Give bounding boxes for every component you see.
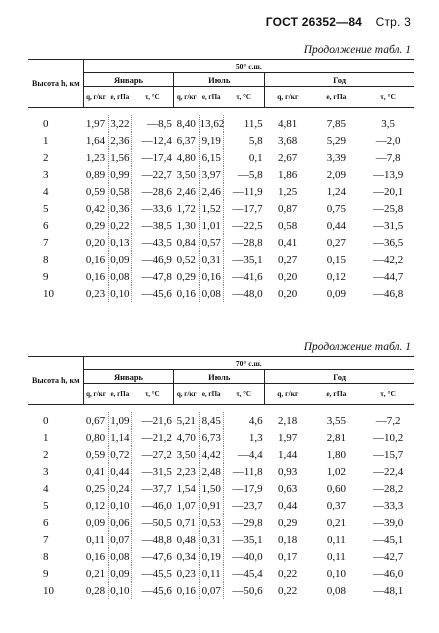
table-cell: 0,27 — [277, 253, 298, 266]
table-cell: —45,1 — [372, 533, 404, 546]
table-cell: —15,7 — [372, 448, 404, 461]
table-cell: 5 — [43, 499, 49, 512]
table-cell: 11,5 — [223, 115, 264, 132]
table-cell: 6,37 — [176, 134, 196, 147]
table-cell: 0,18 — [277, 533, 298, 546]
column-header: e, гПа — [199, 87, 223, 108]
table-cell: 6 — [43, 516, 49, 529]
column-header: e, гПа — [108, 87, 131, 108]
table-cell: 0,60 — [326, 482, 347, 495]
table-cell: —46,0 — [372, 567, 404, 580]
table-cell: —44,7 — [372, 270, 404, 283]
table-cell: —33,6 — [131, 200, 174, 217]
table-cell: 3,39 — [326, 151, 347, 164]
table-cell: 0,1 — [223, 149, 264, 166]
table-cell: 0,91 — [199, 497, 223, 514]
table-cell: —8,5 — [131, 115, 174, 132]
column-header: q, г/кг — [265, 384, 311, 405]
table-cell: —21,6 — [131, 412, 174, 429]
table-cell: 0,15 — [326, 253, 347, 266]
table-cell: 0,22 — [277, 567, 298, 580]
table-cell: 0,08 — [199, 285, 223, 302]
table-cell: 0,58 — [108, 183, 131, 200]
table-cell: 0,59 — [85, 185, 106, 198]
table-cell: —50,5 — [131, 514, 174, 531]
table-cell: 0,42 — [85, 202, 106, 215]
table-cell: 0,19 — [199, 548, 223, 565]
table-cell: 9 — [43, 270, 49, 283]
table-cell: 0,16 — [199, 268, 223, 285]
table-row — [28, 446, 414, 463]
table-cell: —43,5 — [131, 234, 174, 251]
table-caption: Продолжение табл. 1 — [303, 341, 411, 353]
table-cell: —48,8 — [131, 531, 174, 548]
column-header: τ, °C — [223, 384, 264, 405]
table-row — [28, 217, 414, 234]
table-cell: 4,81 — [277, 117, 298, 130]
table-cell: —25,8 — [372, 202, 404, 215]
table-cell: —37,7 — [131, 480, 174, 497]
column-header: q, г/кг — [265, 87, 311, 108]
table-cell: —39,0 — [372, 516, 404, 529]
table-cell: —7,2 — [375, 414, 401, 427]
table-cell: 2,46 — [176, 185, 196, 198]
table-cell: 0,11 — [326, 550, 346, 563]
table-row — [28, 531, 414, 548]
table-row — [28, 497, 414, 514]
table-row — [28, 480, 414, 497]
column-header: e, гПа — [311, 384, 363, 405]
table-cell: 7,85 — [326, 117, 347, 130]
table-cell: 0,41 — [85, 465, 106, 478]
table-cell: 6 — [43, 219, 49, 232]
table-cell: 3,50 — [176, 448, 196, 461]
table-cell: 0,09 — [85, 516, 106, 529]
table-cell: —2,0 — [375, 134, 401, 147]
table-cell: 1,52 — [199, 200, 223, 217]
table-row — [28, 268, 414, 285]
table-cell: 0,20 — [277, 270, 298, 283]
table-cell: 1,97 — [85, 117, 106, 130]
table-cell: 0,16 — [85, 253, 106, 266]
table-cell: 0,59 — [85, 448, 106, 461]
table-cell: —10,2 — [372, 431, 404, 444]
table-cell: 3 — [43, 168, 49, 181]
table-cell: —33,3 — [372, 499, 404, 512]
table-cell: —11,9 — [223, 183, 264, 200]
table-cell: 0,09 — [108, 565, 131, 582]
table-cell: 0,16 — [176, 287, 196, 300]
table-cell: 1,64 — [85, 134, 106, 147]
group-header-july: Июль — [174, 370, 265, 384]
table-cell: 7 — [43, 236, 49, 249]
table-cell: 0,10 — [108, 582, 131, 599]
table-cell: 0,11 — [199, 565, 223, 582]
table-cell: 3,68 — [277, 134, 298, 147]
table-row — [28, 285, 414, 302]
table-cell: 0,22 — [108, 217, 131, 234]
table-cell: —23,7 — [223, 497, 264, 514]
column-header: e, гПа — [199, 384, 223, 405]
table-row — [28, 514, 414, 531]
table-cell: 0,89 — [85, 168, 106, 181]
table-cell: 0,44 — [277, 499, 298, 512]
table-cell: 3,97 — [199, 166, 223, 183]
table-cell: —13,9 — [372, 168, 404, 181]
column-header: q, г/кг — [83, 384, 108, 405]
table-cell: 0,52 — [176, 253, 196, 266]
table-cell: 0,12 — [85, 499, 106, 512]
table-cell: 0,44 — [108, 463, 131, 480]
table-row — [28, 132, 414, 149]
table-cell: 1 — [43, 431, 49, 444]
table-cell: 0,41 — [277, 236, 298, 249]
table-row — [28, 429, 414, 446]
table-row — [28, 582, 414, 599]
table-cell: 0,71 — [176, 516, 196, 529]
table-cell: 0,67 — [85, 414, 106, 427]
table-cell: 0 — [43, 117, 49, 130]
altitude-header: Высота h, км — [28, 357, 83, 405]
table-cell: 9,19 — [199, 132, 223, 149]
table-row — [28, 149, 414, 166]
table-cell: 13,62 — [199, 115, 223, 132]
table-cell: 1,50 — [199, 480, 223, 497]
table-cell: —41,6 — [223, 268, 264, 285]
table-cell: —17,7 — [223, 200, 264, 217]
table-cell: —31,5 — [372, 219, 404, 232]
table-cell: 0,11 — [326, 533, 346, 546]
table-cell: —12,4 — [131, 132, 174, 149]
table-cell: 3,50 — [176, 168, 196, 181]
table-row — [28, 565, 414, 582]
table-cell: —5,8 — [223, 166, 264, 183]
table-cell: 0,07 — [199, 582, 223, 599]
column-header: e, гПа — [108, 384, 131, 405]
table-cell: 0,31 — [199, 531, 223, 548]
table-cell: 0,23 — [85, 287, 106, 300]
table-cell: 1,25 — [277, 185, 298, 198]
table-cell: 5,29 — [326, 134, 347, 147]
column-header: q, г/кг — [83, 87, 108, 108]
table-cell: 3 — [43, 465, 49, 478]
table-cell: 1,54 — [176, 482, 196, 495]
table-cell: 0,23 — [176, 567, 196, 580]
group-header-january: Январь — [83, 73, 174, 87]
table-cell: —22,4 — [372, 465, 404, 478]
table-cell: —48,0 — [223, 285, 264, 302]
table-cell: 10 — [43, 584, 54, 597]
table-cell: —21,2 — [131, 429, 174, 446]
table-cell: 0,10 — [108, 497, 131, 514]
altitude-header: Высота h, км — [28, 60, 83, 108]
table-cell: —22,7 — [131, 166, 174, 183]
table-cell: 1,02 — [326, 465, 347, 478]
table-cell: 0,58 — [277, 219, 298, 232]
table-cell: 2,67 — [277, 151, 298, 164]
table-row — [28, 115, 414, 132]
table-cell: 0,29 — [277, 516, 298, 529]
table-cell: 7 — [43, 533, 49, 546]
table-cell: 5,21 — [176, 414, 196, 427]
table-cell: 1,01 — [199, 217, 223, 234]
table-cell: —17,4 — [131, 149, 174, 166]
table-cell: —4,4 — [223, 446, 264, 463]
table-cell: 1,3 — [223, 429, 264, 446]
table-cell: 0,53 — [199, 514, 223, 531]
table-cell: 4,70 — [176, 431, 196, 444]
table-cell: —27,2 — [131, 446, 174, 463]
table-cell: 2,81 — [326, 431, 347, 444]
table-cell: 0,29 — [85, 219, 106, 232]
table-cell: 0,12 — [326, 270, 347, 283]
column-header: q, г/кг — [174, 87, 199, 108]
table-cell: 0,10 — [108, 285, 131, 302]
table-cell: —42,7 — [372, 550, 404, 563]
table-cell: 0,75 — [326, 202, 347, 215]
table-cell: 0,21 — [85, 567, 106, 580]
table-cell: 4,42 — [199, 446, 223, 463]
table-cell: 1,07 — [176, 499, 196, 512]
table-cell: 2,23 — [176, 465, 196, 478]
table-row — [28, 183, 414, 200]
table-cell: —47,8 — [131, 268, 174, 285]
table-cell: 0,31 — [199, 251, 223, 268]
table-cell: 6,15 — [199, 149, 223, 166]
table-cell: 1,80 — [326, 448, 347, 461]
table-cell: 2,48 — [199, 463, 223, 480]
table-cell: 0,34 — [176, 550, 196, 563]
table-cell: 0,36 — [108, 200, 131, 217]
table-cell: 1,14 — [108, 429, 131, 446]
table-cell: 1,09 — [108, 412, 131, 429]
table-cell: 0,37 — [326, 499, 347, 512]
page-header — [266, 15, 411, 29]
table-cell: 0,16 — [85, 550, 106, 563]
latitude-header: 50° с.ш. — [83, 60, 414, 73]
table-cell: —7,8 — [375, 151, 401, 164]
table-cell: 2,46 — [199, 183, 223, 200]
table-cell: 8,45 — [199, 412, 223, 429]
column-header: τ, °C — [131, 384, 174, 405]
table-cell: 5,8 — [223, 132, 264, 149]
table-cell: 0,08 — [108, 268, 131, 285]
table-cell: 4 — [43, 482, 49, 495]
table-cell: —45,4 — [223, 565, 264, 582]
table-cell: 0,80 — [85, 431, 106, 444]
column-header: τ, °C — [131, 87, 174, 108]
table-cell: 0,20 — [85, 236, 106, 249]
table-cell: 3,22 — [108, 115, 131, 132]
table-cell: 8,40 — [176, 117, 196, 130]
group-header-july: Июль — [174, 73, 265, 87]
header-gap — [28, 108, 414, 116]
table-cell: 0,20 — [277, 287, 298, 300]
table-cell: 2 — [43, 151, 49, 164]
table-cell: 0,24 — [108, 480, 131, 497]
table-cell: 0,07 — [108, 531, 131, 548]
table-cell: —11,8 — [223, 463, 264, 480]
table-caption: Продолжение табл. 1 — [303, 44, 411, 56]
table-cell: 8 — [43, 253, 49, 266]
table-cell: —45,6 — [131, 285, 174, 302]
table-cell: 0,44 — [326, 219, 347, 232]
table-row — [28, 548, 414, 565]
group-header-year: Год — [265, 73, 414, 87]
table-cell: —35,1 — [223, 531, 264, 548]
table-cell: 0,10 — [326, 567, 347, 580]
table-cell: 1,24 — [326, 185, 347, 198]
table-cell: 1,30 — [176, 219, 196, 232]
table-row — [28, 463, 414, 480]
group-header-year: Год — [265, 370, 414, 384]
table-cell: 1,56 — [108, 149, 131, 166]
column-header: τ, °C — [362, 384, 414, 405]
table-cell: 0,08 — [326, 584, 347, 597]
table-cell: 0,87 — [277, 202, 298, 215]
table-row — [28, 412, 414, 429]
table-cell: 0,27 — [326, 236, 347, 249]
table-row — [28, 234, 414, 251]
table-cell: 0,16 — [176, 584, 196, 597]
latitude-header: 70° с.ш. — [83, 357, 414, 370]
table-cell: 1,97 — [277, 431, 298, 444]
table-row — [28, 251, 414, 268]
table-cell: 0,57 — [199, 234, 223, 251]
table-cell: 3,55 — [326, 414, 347, 427]
table-cell: 2,18 — [277, 414, 298, 427]
table-row — [28, 200, 414, 217]
table-cell: 4,80 — [176, 151, 196, 164]
table-cell: —46,9 — [131, 251, 174, 268]
table-cell: 10 — [43, 287, 54, 300]
table-cell: 0,63 — [277, 482, 298, 495]
table-cell: 0 — [43, 414, 49, 427]
table-cell: 1,23 — [85, 151, 106, 164]
table-cell: —50,6 — [223, 582, 264, 599]
column-header: e, гПа — [311, 87, 363, 108]
table-cell: 2 — [43, 448, 49, 461]
table-cell: 6,73 — [199, 429, 223, 446]
table-cell: 0,84 — [176, 236, 196, 249]
table-cell: 0,25 — [85, 482, 106, 495]
table-cell: —20,1 — [372, 185, 404, 198]
column-header: q, г/кг — [174, 384, 199, 405]
table-cell: 0,22 — [277, 584, 298, 597]
table-cell: —46,0 — [131, 497, 174, 514]
table-cell: —45,6 — [131, 582, 174, 599]
group-header-january: Январь — [83, 370, 174, 384]
table-cell: 0,29 — [176, 270, 196, 283]
table-cell: 1 — [43, 134, 49, 147]
table-cell: —47,6 — [131, 548, 174, 565]
table-cell: —45,5 — [131, 565, 174, 582]
table-cell: —35,1 — [223, 251, 264, 268]
table-cell: —36,5 — [372, 236, 404, 249]
table-cell: 0,21 — [326, 516, 347, 529]
table-cell: 0,28 — [85, 584, 106, 597]
standard-number: ГОСТ 26352—84 — [265, 15, 363, 29]
column-header: τ, °C — [362, 87, 414, 108]
table-cell: —40,0 — [223, 548, 264, 565]
table-cell: 0,16 — [85, 270, 106, 283]
table-cell: 0,17 — [277, 550, 298, 563]
table-cell: 5 — [43, 202, 49, 215]
table-cell: —28,8 — [223, 234, 264, 251]
table-cell: —38,5 — [131, 217, 174, 234]
table-cell: 1,72 — [176, 202, 196, 215]
table-cell: 0,72 — [108, 446, 131, 463]
table-cell: 9 — [43, 567, 49, 580]
table-cell: 0,48 — [176, 533, 196, 546]
table-cell: 0,09 — [108, 251, 131, 268]
table-cell: 0,99 — [108, 166, 131, 183]
table-cell: —42,2 — [372, 253, 404, 266]
table-cell: 2,36 — [108, 132, 131, 149]
table-cell: 3,5 — [381, 117, 395, 130]
table-cell: —17,9 — [223, 480, 264, 497]
page-number: Стр. 3 — [375, 15, 411, 29]
table-cell: —48,1 — [372, 584, 404, 597]
data-table-50n — [28, 59, 414, 302]
table-row — [28, 166, 414, 183]
table-cell: 1,44 — [277, 448, 298, 461]
table-cell: —46,8 — [372, 287, 404, 300]
table-cell: —31,5 — [131, 463, 174, 480]
data-table-70n — [28, 356, 414, 599]
table-cell: —28,2 — [372, 482, 404, 495]
header-gap — [28, 405, 414, 413]
table-cell: 0,93 — [277, 465, 298, 478]
table-cell: 4 — [43, 185, 49, 198]
table-cell: 0,09 — [326, 287, 347, 300]
table-cell: 0,11 — [86, 533, 105, 546]
table-cell: 0,06 — [108, 514, 131, 531]
table-cell: —22,5 — [223, 217, 264, 234]
table-cell: —29,8 — [223, 514, 264, 531]
table-cell: 0,13 — [108, 234, 131, 251]
table-cell: 2,09 — [326, 168, 347, 181]
table-cell: 1,86 — [277, 168, 298, 181]
table-cell: —28,6 — [131, 183, 174, 200]
table-cell: 8 — [43, 550, 49, 563]
table-cell: 0,08 — [108, 548, 131, 565]
column-header: τ, °C — [223, 87, 264, 108]
table-cell: 4,6 — [223, 412, 264, 429]
